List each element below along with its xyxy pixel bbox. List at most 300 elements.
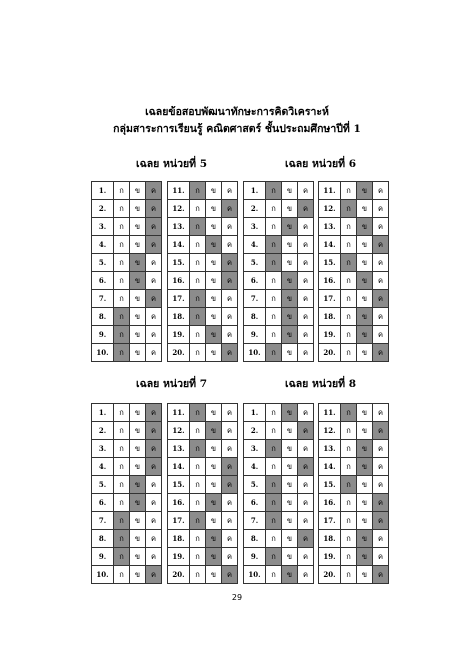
answer-option: ข <box>130 512 146 530</box>
answer-row <box>319 290 389 308</box>
answer-row <box>319 458 389 476</box>
answer-option: ก <box>266 458 282 476</box>
answer-option-correct: ข <box>206 326 222 344</box>
question-number: 10. <box>92 344 114 362</box>
answer-option: ข <box>206 254 222 272</box>
question-number: 11. <box>168 404 190 422</box>
answer-row <box>319 272 389 290</box>
question-number: 19. <box>319 326 341 344</box>
answer-option: ข <box>357 404 373 422</box>
answer-option: ข <box>206 290 222 308</box>
answer-option: ข <box>206 344 222 362</box>
answer-row <box>168 272 238 290</box>
answer-option: ค <box>146 272 162 290</box>
answer-option: ค <box>298 404 314 422</box>
question-number: 10. <box>92 566 114 584</box>
answer-row <box>244 236 314 254</box>
answer-option: ก <box>190 566 206 584</box>
answer-row <box>244 476 314 494</box>
question-number: 10. <box>244 566 266 584</box>
answer-option-correct: ข <box>130 476 146 494</box>
answer-table <box>243 403 314 584</box>
answer-option: ค <box>373 326 389 344</box>
section-title-unit-6: เฉลย หน่วยที่ 6 <box>285 158 357 170</box>
question-number: 3. <box>244 440 266 458</box>
answer-row <box>244 272 314 290</box>
answer-option: ค <box>222 530 238 548</box>
answer-row <box>168 476 238 494</box>
answer-option-correct: ข <box>206 548 222 566</box>
question-number: 19. <box>168 326 190 344</box>
answer-row <box>168 200 238 218</box>
answer-option: ข <box>282 440 298 458</box>
question-number: 7. <box>244 290 266 308</box>
question-number: 7. <box>92 290 114 308</box>
answer-row <box>244 182 314 200</box>
answer-option: ค <box>298 182 314 200</box>
question-number: 14. <box>168 458 190 476</box>
answer-row <box>244 494 314 512</box>
answer-option: ก <box>190 530 206 548</box>
question-number: 1. <box>244 404 266 422</box>
answer-row <box>319 236 389 254</box>
answer-row <box>168 548 238 566</box>
answer-row <box>244 404 314 422</box>
answer-option: ค <box>298 236 314 254</box>
answer-option-correct: ข <box>282 290 298 308</box>
answer-option: ก <box>114 218 130 236</box>
answer-option-correct: ข <box>282 218 298 236</box>
answer-option: ข <box>130 290 146 308</box>
answer-row <box>168 458 238 476</box>
question-number: 3. <box>92 218 114 236</box>
answer-option: ก <box>190 494 206 512</box>
answer-option: ก <box>114 476 130 494</box>
question-number: 16. <box>319 272 341 290</box>
answer-row <box>319 440 389 458</box>
section-title-unit-5: เฉลย หน่วยที่ 5 <box>136 158 208 170</box>
answer-option: ค <box>373 272 389 290</box>
question-number: 18. <box>319 308 341 326</box>
answer-option-correct: ก <box>114 530 130 548</box>
answer-option-correct: ข <box>357 308 373 326</box>
answer-row <box>92 422 162 440</box>
answer-option-correct: ค <box>373 344 389 362</box>
answer-row <box>168 422 238 440</box>
answer-row <box>168 512 238 530</box>
question-number: 20. <box>319 566 341 584</box>
answer-option-correct: ก <box>114 308 130 326</box>
answer-option-correct: ข <box>206 530 222 548</box>
question-number: 14. <box>319 236 341 254</box>
question-number: 2. <box>92 422 114 440</box>
question-number: 17. <box>319 512 341 530</box>
answer-row <box>319 344 389 362</box>
question-number: 12. <box>168 422 190 440</box>
answer-option: ข <box>282 530 298 548</box>
answer-option-correct: ค <box>298 422 314 440</box>
answer-table <box>91 181 162 362</box>
answer-option: ก <box>341 182 357 200</box>
question-number: 11. <box>319 404 341 422</box>
answer-row <box>92 200 162 218</box>
answer-row <box>319 548 389 566</box>
answer-row <box>168 344 238 362</box>
answer-option-correct: ก <box>190 182 206 200</box>
answer-option: ก <box>190 254 206 272</box>
answer-option-correct: ค <box>298 530 314 548</box>
answer-option: ก <box>341 530 357 548</box>
answer-option: ก <box>114 494 130 512</box>
answer-option: ค <box>373 200 389 218</box>
answer-table <box>243 181 314 362</box>
answer-option-correct: ค <box>146 566 162 584</box>
answer-option: ข <box>130 326 146 344</box>
answer-option: ค <box>298 218 314 236</box>
answer-option-correct: ก <box>114 548 130 566</box>
answer-option-correct: ก <box>114 344 130 362</box>
answer-option: ค <box>222 404 238 422</box>
answer-row <box>244 422 314 440</box>
answer-option-correct: ก <box>341 476 357 494</box>
answer-row <box>319 200 389 218</box>
answer-option-correct: ค <box>298 458 314 476</box>
answer-option-correct: ค <box>373 236 389 254</box>
answer-option: ค <box>222 494 238 512</box>
answer-row <box>244 254 314 272</box>
question-number: 1. <box>92 182 114 200</box>
question-number: 16. <box>168 272 190 290</box>
answer-option-correct: ก <box>266 548 282 566</box>
answer-row <box>92 218 162 236</box>
answer-option: ก <box>266 290 282 308</box>
answer-option: ค <box>373 458 389 476</box>
answer-row <box>168 308 238 326</box>
question-number: 18. <box>168 308 190 326</box>
answer-option: ค <box>298 512 314 530</box>
answer-option: ข <box>206 476 222 494</box>
answer-option-correct: ก <box>190 440 206 458</box>
answer-option: ก <box>341 458 357 476</box>
answer-option: ก <box>114 440 130 458</box>
question-number: 20. <box>168 566 190 584</box>
question-number: 5. <box>92 254 114 272</box>
answer-option: ค <box>298 308 314 326</box>
answer-table <box>91 403 162 584</box>
answer-option: ค <box>373 182 389 200</box>
answer-option-correct: ข <box>357 326 373 344</box>
answer-row <box>319 182 389 200</box>
answer-option: ก <box>190 476 206 494</box>
answer-row <box>244 308 314 326</box>
answer-option-correct: ก <box>341 254 357 272</box>
question-number: 10. <box>244 344 266 362</box>
answer-option: ข <box>206 566 222 584</box>
answer-row <box>244 566 314 584</box>
answer-option-correct: ค <box>146 182 162 200</box>
question-number: 4. <box>244 458 266 476</box>
answer-option: ข <box>357 422 373 440</box>
answer-row <box>168 290 238 308</box>
answer-option: ข <box>130 308 146 326</box>
question-number: 2. <box>92 200 114 218</box>
answer-row <box>244 530 314 548</box>
answer-option: ค <box>298 344 314 362</box>
answer-row <box>319 476 389 494</box>
page-title: เฉลยข้อสอบพัฒนาทักษะการคิดวิเคราะห์ <box>145 106 329 118</box>
answer-row <box>319 404 389 422</box>
answer-option: ก <box>341 272 357 290</box>
question-number: 14. <box>168 236 190 254</box>
question-number: 18. <box>319 530 341 548</box>
question-number: 8. <box>244 308 266 326</box>
answer-option-correct: ค <box>222 254 238 272</box>
answer-option-correct: ค <box>222 344 238 362</box>
question-number: 13. <box>319 440 341 458</box>
answer-option: ก <box>266 404 282 422</box>
answer-row <box>319 422 389 440</box>
question-number: 1. <box>92 404 114 422</box>
answer-option: ข <box>282 458 298 476</box>
question-number: 16. <box>319 494 341 512</box>
answer-option: ข <box>357 494 373 512</box>
answer-option: ข <box>130 200 146 218</box>
answer-option-correct: ค <box>373 290 389 308</box>
answer-option-correct: ข <box>130 254 146 272</box>
answer-row <box>92 290 162 308</box>
page-number: 29 <box>231 593 243 602</box>
answer-row <box>244 218 314 236</box>
answer-option-correct: ก <box>190 290 206 308</box>
question-number: 5. <box>244 476 266 494</box>
answer-row <box>168 530 238 548</box>
question-number: 9. <box>92 548 114 566</box>
answer-option: ค <box>298 254 314 272</box>
question-number: 1. <box>244 182 266 200</box>
answer-option-correct: ข <box>130 272 146 290</box>
answer-option-correct: ก <box>266 254 282 272</box>
answer-option: ค <box>146 254 162 272</box>
answer-option: ก <box>114 200 130 218</box>
answer-option: ก <box>114 182 130 200</box>
answer-option-correct: ก <box>190 404 206 422</box>
question-number: 3. <box>244 218 266 236</box>
answer-option: ข <box>357 512 373 530</box>
answer-option: ข <box>206 458 222 476</box>
answer-option-correct: ค <box>222 272 238 290</box>
answer-option: ค <box>298 440 314 458</box>
answer-option: ค <box>373 548 389 566</box>
answer-option-correct: ค <box>146 290 162 308</box>
answer-option-correct: ก <box>266 344 282 362</box>
question-number: 7. <box>92 512 114 530</box>
answer-option: ค <box>222 326 238 344</box>
answer-option: ข <box>282 512 298 530</box>
answer-option: ก <box>114 272 130 290</box>
answer-row <box>244 548 314 566</box>
answer-row <box>92 476 162 494</box>
answer-option-correct: ก <box>266 182 282 200</box>
answer-option: ก <box>190 344 206 362</box>
answer-option: ก <box>341 422 357 440</box>
answer-option: ค <box>222 218 238 236</box>
answer-option: ค <box>146 494 162 512</box>
answer-row <box>168 326 238 344</box>
answer-option: ข <box>282 182 298 200</box>
answer-option: ข <box>357 476 373 494</box>
question-number: 15. <box>319 254 341 272</box>
answer-option-correct: ค <box>146 404 162 422</box>
answer-option-correct: ก <box>190 308 206 326</box>
answer-option: ค <box>373 218 389 236</box>
answer-option: ข <box>357 236 373 254</box>
answer-option: ค <box>146 476 162 494</box>
answer-option-correct: ค <box>146 440 162 458</box>
answer-option: ค <box>298 272 314 290</box>
answer-option: ข <box>206 272 222 290</box>
answer-row <box>168 404 238 422</box>
answer-option: ก <box>114 422 130 440</box>
answer-option-correct: ก <box>341 200 357 218</box>
answer-option: ข <box>282 344 298 362</box>
answer-option: ก <box>114 458 130 476</box>
answer-row <box>168 218 238 236</box>
answer-option: ก <box>266 530 282 548</box>
answer-option: ค <box>146 530 162 548</box>
question-number: 8. <box>92 530 114 548</box>
answer-option: ก <box>341 548 357 566</box>
answer-option-correct: ก <box>114 326 130 344</box>
answer-option-correct: ข <box>357 272 373 290</box>
question-number: 9. <box>244 548 266 566</box>
answer-row <box>168 494 238 512</box>
answer-option-correct: ข <box>357 182 373 200</box>
answer-row <box>92 344 162 362</box>
answer-option: ค <box>373 476 389 494</box>
answer-option: ก <box>190 326 206 344</box>
answer-option: ค <box>373 308 389 326</box>
question-number: 8. <box>92 308 114 326</box>
answer-option: ค <box>222 440 238 458</box>
answer-table <box>167 403 238 584</box>
question-number: 15. <box>319 476 341 494</box>
answer-row <box>244 200 314 218</box>
question-number: 20. <box>319 344 341 362</box>
answer-option: ข <box>206 182 222 200</box>
answer-option: ข <box>206 200 222 218</box>
answer-row <box>92 404 162 422</box>
answer-row <box>244 440 314 458</box>
answer-option: ข <box>130 548 146 566</box>
answer-option-correct: ค <box>222 200 238 218</box>
answer-table <box>167 181 238 362</box>
answer-option-correct: ก <box>190 512 206 530</box>
answer-option: ข <box>282 548 298 566</box>
answer-option: ค <box>298 476 314 494</box>
answer-option: ข <box>206 512 222 530</box>
question-number: 6. <box>92 494 114 512</box>
answer-option: ก <box>341 308 357 326</box>
answer-option: ข <box>282 200 298 218</box>
question-number: 17. <box>168 512 190 530</box>
answer-option: ข <box>130 218 146 236</box>
answer-option-correct: ก <box>114 512 130 530</box>
question-number: 17. <box>319 290 341 308</box>
answer-option: ข <box>282 236 298 254</box>
answer-option-correct: ค <box>146 422 162 440</box>
answer-option: ข <box>282 494 298 512</box>
question-number: 9. <box>92 326 114 344</box>
answer-option-correct: ก <box>266 440 282 458</box>
answer-row <box>92 440 162 458</box>
answer-row <box>168 440 238 458</box>
answer-row <box>319 566 389 584</box>
answer-option: ก <box>266 566 282 584</box>
answer-option-correct: ข <box>206 422 222 440</box>
answer-row <box>92 272 162 290</box>
answer-option: ก <box>341 512 357 530</box>
answer-row <box>244 512 314 530</box>
question-number: 4. <box>92 458 114 476</box>
answer-option-correct: ก <box>266 476 282 494</box>
answer-row <box>168 182 238 200</box>
answer-option-correct: ข <box>282 404 298 422</box>
answer-option: ค <box>146 308 162 326</box>
answer-row <box>92 236 162 254</box>
answer-option: ก <box>190 236 206 254</box>
answer-option: ข <box>206 440 222 458</box>
answer-option-correct: ค <box>298 200 314 218</box>
answer-option-correct: ค <box>146 218 162 236</box>
question-number: 13. <box>168 218 190 236</box>
answer-row <box>92 512 162 530</box>
answer-option-correct: ก <box>266 236 282 254</box>
answer-option: ก <box>190 272 206 290</box>
answer-option: ก <box>266 326 282 344</box>
question-number: 19. <box>168 548 190 566</box>
answer-option: ค <box>222 422 238 440</box>
answer-row <box>92 254 162 272</box>
answer-option-correct: ข <box>282 308 298 326</box>
answer-option: ก <box>341 440 357 458</box>
answer-option: ข <box>282 476 298 494</box>
answer-option: ค <box>146 548 162 566</box>
answer-row <box>168 254 238 272</box>
question-number: 20. <box>168 344 190 362</box>
answer-option: ก <box>341 494 357 512</box>
question-number: 3. <box>92 440 114 458</box>
answer-option-correct: ข <box>357 440 373 458</box>
answer-option: ก <box>266 308 282 326</box>
answer-row <box>92 530 162 548</box>
answer-option: ค <box>222 290 238 308</box>
answer-option-correct: ค <box>146 458 162 476</box>
answer-row <box>319 218 389 236</box>
question-number: 8. <box>244 530 266 548</box>
answer-option: ก <box>341 218 357 236</box>
answer-row <box>319 494 389 512</box>
answer-option: ข <box>357 254 373 272</box>
answer-row <box>244 290 314 308</box>
question-number: 16. <box>168 494 190 512</box>
answer-option-correct: ข <box>357 548 373 566</box>
question-number: 6. <box>244 272 266 290</box>
answer-option: ก <box>114 404 130 422</box>
answer-option: ข <box>130 566 146 584</box>
answer-row <box>244 344 314 362</box>
answer-option-correct: ค <box>373 566 389 584</box>
question-number: 12. <box>319 200 341 218</box>
